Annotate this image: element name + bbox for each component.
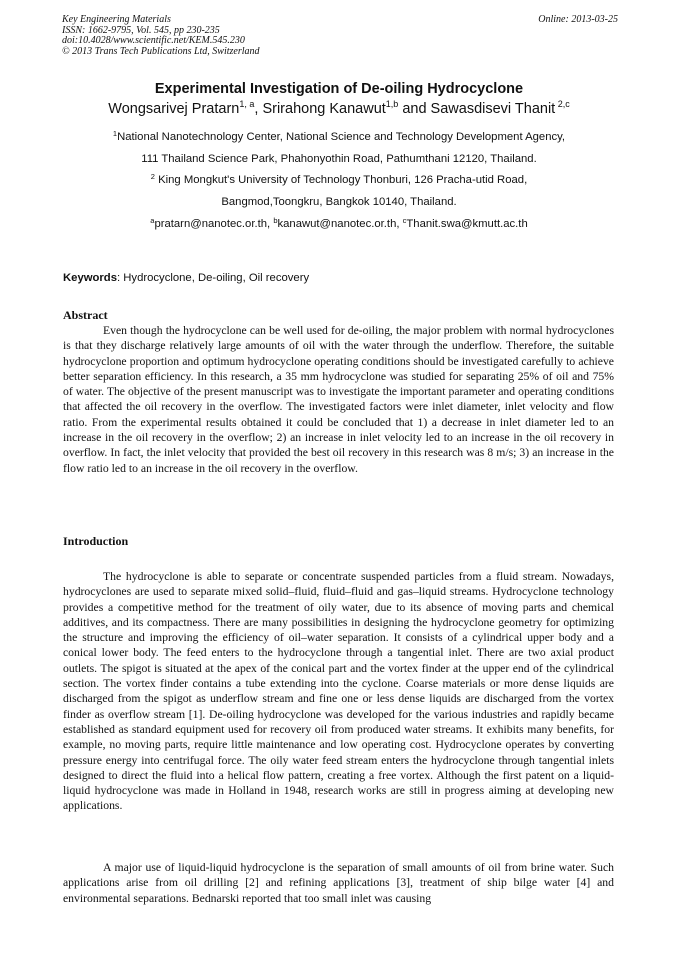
author-line bbox=[0, 101, 678, 117]
introduction-heading: Introduction bbox=[63, 534, 129, 548]
author-superscript: 1, a bbox=[239, 99, 255, 109]
email-address: pratarn@nanotec.or.th, bbox=[154, 218, 274, 230]
email-address: Thanit.swa@kmutt.ac.th bbox=[406, 218, 528, 230]
introduction-paragraph-1: The hydrocyclone is able to separate or concentrate suspended particles from a fluid stream. Nowadays, hydrocyclones are used to separate mixed solid–fluid, fluid–fluid and gas–liquid streams. Hydrocyclone technology provides a competitive method for the treatment of oily water, due to its absence of moving parts and chemical additives, and its compactness. There are many possibilities in designing the hydrocyclone geometry for optimizing the structure and improving the efficiency of oil–water separation. It consists of a cylindrical upper body and a conical lower body. The feed enters to the hydrocyclone through a tangential inlet. There are two axial product outlets. The spigot is situated at the apex of the conical part and the vortex finder at the upper end of the cylindrical section. The vortex finder contains a tube extending into the cyclone. Coarse materials or more dense liquids are discharged from the spigot as underflow stream and fine one or less dense liquids are discharged from the vortex finder as overflow stream [1]. De-oiling hydrocyclone was developed for the various industries and rapidly became established as standard equipment used for recovery oil from produced water streams. It exhibits many benefits, for example, no moving parts, require little maintenance and low operating cost. Hydrocyclone operates by converting pressure energy into centrifugal force. The oily water feed stream enters the hydrocyclone through tangential inlets designed to direct the fluid into a helical flow pattern, creating a free vortex. Although the first patent on a liquid-liquid hydrocyclone was made in Holland in 1948, research works are still in progress aiming at developing new applications. bbox=[63, 570, 614, 813]
online-date: Online: 2013-03-25 bbox=[538, 14, 618, 25]
affiliation-text: National Nanotechnology Center, National Science and Technology Development Agency, bbox=[117, 131, 566, 143]
keywords-label: Keywords bbox=[63, 272, 117, 284]
journal-name: Key Engineering Materials bbox=[62, 14, 171, 25]
journal-header bbox=[62, 15, 618, 57]
email-superscript: a bbox=[150, 216, 155, 225]
journal-copyright: © 2013 Trans Tech Publications Ltd, Switzerland bbox=[62, 45, 260, 57]
affiliation-text: King Mongkut's University of Technology Thonburi, 126 Pracha-utid Road, bbox=[154, 174, 528, 186]
email-line bbox=[0, 218, 678, 230]
author-superscript: 1,b bbox=[385, 99, 399, 109]
author-superscript: 2,c bbox=[555, 99, 570, 109]
affiliation-1-line-2: 111 Thailand Science Park, Phahonyothin Road, Pathumthani 12120, Thailand. bbox=[141, 153, 537, 165]
journal-issn: ISSN: 1662-9795, Vol. 545, pp 230-235 bbox=[62, 24, 220, 36]
affiliation-2-line-2: Bangmod,Toongkru, Bangkok 10140, Thailand. bbox=[221, 196, 457, 208]
affiliation-superscript: 1 bbox=[112, 129, 118, 138]
affiliation-superscript: 2 bbox=[150, 172, 155, 181]
email-address: kanawut@nanotec.or.th, bbox=[277, 218, 403, 230]
email-superscript: b bbox=[273, 216, 278, 225]
affiliation-2-line-1 bbox=[0, 174, 678, 186]
keywords-line bbox=[63, 272, 309, 284]
author-name: Wongsarivej Pratarn bbox=[108, 101, 240, 117]
paper-title: Experimental Investigation of De-oiling Hydrocyclone bbox=[154, 81, 524, 97]
author-name: Sawasdisevi Thanit bbox=[430, 101, 556, 117]
abstract-text: Even though the hydrocyclone can be well used for de-oiling, the major problem with normal hydrocyclones is that they discharge relatively large amounts of oil with the water through the underflow. Therefore, the suitable hydrocyclone proportion and optimum hydrocyclone operating conditions should be investigated carefully to achieve better separation efficiency. In this research, a 35 mm hydrocyclone was studied for separating 25% of oil and 75% of water. The objective of the present manuscript was to investigate the important parameter and operating conditions that affected the oil recovery in the overflow. The investigated factors were inlet diameter, inlet velocity and flow ratio. From the experimental results obtained it could be concluded that 1) a decrease in inlet diameter led to an increase in the oil recovery in the overflow; 2) an increase in inlet velocity led to an increase in the oil recovery in overflow. In fact, the inlet velocity that provided the best oil recovery in this research was 8 m/s; 3) an increase in the flow ratio led to an increase in the oil recovery in the overflow. bbox=[63, 324, 614, 475]
affiliation-1-line-1 bbox=[0, 131, 678, 143]
email-superscript: c bbox=[402, 216, 407, 225]
journal-doi: doi:10.4028/www.scientific.net/KEM.545.230 bbox=[62, 35, 245, 46]
keywords-text: : Hydrocyclone, De-oiling, Oil recovery bbox=[117, 272, 310, 284]
author-name: Srirahong Kanawut bbox=[262, 101, 386, 117]
abstract-heading: Abstract bbox=[63, 308, 108, 322]
introduction-paragraph-2: A major use of liquid-liquid hydrocyclone is the separation of small amounts of oil from brine water. Such applications arise from oil drilling [2] and refining applications [3], treatment of ship bilge water [4] and environmental separations. Bednarski reported that too small inlet was causing bbox=[63, 861, 614, 905]
author-separator: and bbox=[398, 101, 431, 117]
author-separator: , bbox=[254, 101, 263, 117]
